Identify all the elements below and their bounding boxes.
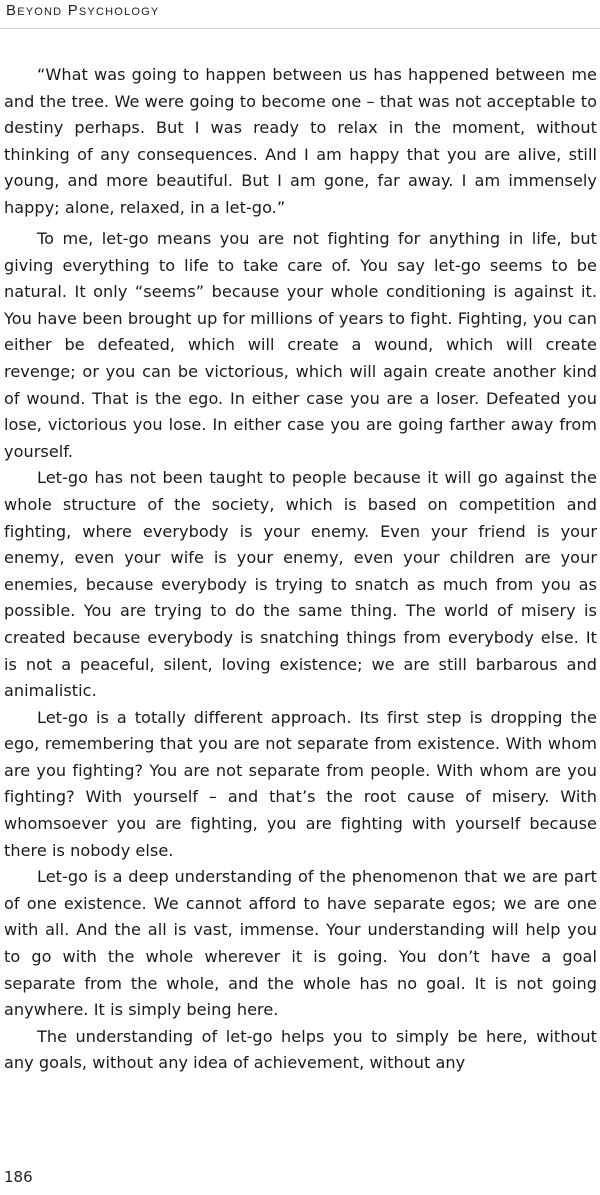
body-paragraph-2: Let-go has not been taught to people because it will go against the whole structure of the society, which is based on competition and fighting, where everybody is your enemy. Even your friend is your enemy, even your wife is your enemy, even your children are your enemies, because everybody is trying to snatch as much from you as possible. You are trying to do the same thing. The world of misery is created because everybody is snatching things from everybody else. It is not a peaceful, silent, loving existence; we are still barbarous and animalistic. <box>4 468 597 701</box>
running-head: Beyond Psychology <box>6 2 160 19</box>
main-text <box>4 226 597 1077</box>
page-number: 186 <box>4 1168 33 1186</box>
body-paragraph-4: Let-go is a deep understanding of the phenomenon that we are part of one existence. We cannot afford to have separate egos; we are one with all. And the all is vast, immense. Your understanding will help you to go with the whole wherever it is going. You don’t have a goal separate from the whole, and the whole has no goal. It is not going anywhere. It is simply being here. <box>4 867 597 1020</box>
quote-paragraph: “What was going to happen between us has happened between me and the tree. We were going to become one – that was not acceptable to destiny perhaps. But I was ready to relax in the moment, without thinking of any consequences. And I am happy that you are alive, still young, and more beautiful. But I am gone, far away. I am immensely happy; alone, relaxed, in a let-go.” <box>4 65 597 217</box>
header-rule <box>0 28 600 29</box>
quoted-letter <box>4 62 597 222</box>
body-paragraph-3: Let-go is a totally different approach. Its first step is dropping the ego, remembering that you are not separate from existence. With whom are you fighting? You are not separate from people. With whom are you fighting? With yourself – and that’s the root cause of misery. With whomsoever you are fighting, you are fighting with yourself because there is nobody else. <box>4 707 597 860</box>
body-paragraph-1: To me, let-go means you are not fighting for anything in life, but giving everything to life to take care of. You say let-go seems to be natural. It only “seems” because your whole conditioning is against it. You have been brought up for millions of years to fight. Fighting, you can either be defeated, which will create a wound, which will create revenge; or you can be victorious, which will again create another kind of wound. That is the ego. In either case you are a loser. Defeated you lose, victorious you lose. In either case you are going farther away from yourself. <box>4 229 597 461</box>
body-paragraph-5: The understanding of let-go helps you to simply be here, without any goals, without any idea of achievement, without any <box>4 1026 597 1073</box>
